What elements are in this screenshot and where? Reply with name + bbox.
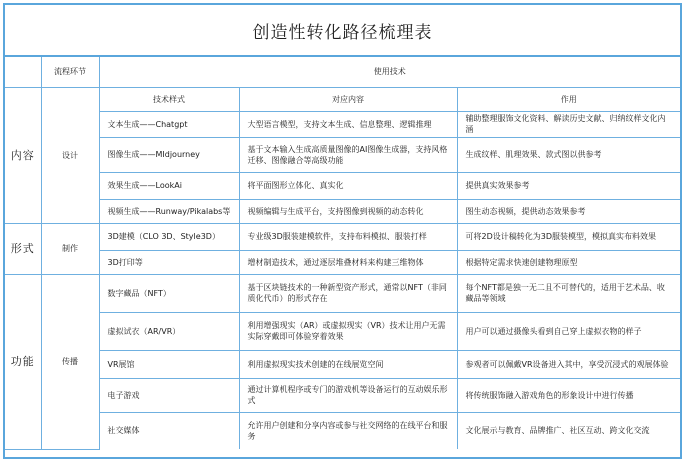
table-row bbox=[5, 172, 680, 199]
tech-cell: 数字藏品（NFT） bbox=[99, 274, 239, 312]
header-use-tech: 使用技术 bbox=[99, 57, 680, 87]
effect-cell: 图生动态视频，提供动态效果参考 bbox=[457, 199, 680, 223]
table-row bbox=[5, 350, 680, 378]
table-row bbox=[5, 412, 680, 449]
effect-cell: 生成纹样、肌理效果、款式图以供参考 bbox=[457, 137, 680, 172]
content-cell: 视频编辑与生成平台，支持图像到视频的动态转化 bbox=[239, 199, 457, 223]
table-row bbox=[5, 199, 680, 223]
tech-cell: 虚拟试衣（AR/VR） bbox=[99, 312, 239, 350]
section-stage-spread: 传播 bbox=[41, 274, 99, 449]
table-frame bbox=[3, 3, 682, 459]
content-cell: 将平面图形立体化、真实化 bbox=[239, 172, 457, 199]
table-row bbox=[5, 250, 680, 274]
content-cell: 基于文本输入生成高质量图像的AI图像生成器，支持风格迁移、图像融合等高级功能 bbox=[239, 137, 457, 172]
section-stage-make: 制作 bbox=[41, 223, 99, 274]
tech-cell: 电子游戏 bbox=[99, 378, 239, 412]
effect-cell: 每个NFT都是独一无二且不可替代的，适用于艺术品、收藏品等领域 bbox=[457, 274, 680, 312]
header-row bbox=[5, 57, 680, 87]
table-row bbox=[5, 137, 680, 172]
table-row bbox=[5, 223, 680, 250]
section-category-form: 形式 bbox=[5, 223, 41, 274]
transformation-table bbox=[5, 57, 680, 450]
tech-cell: 3D打印等 bbox=[99, 250, 239, 274]
table-row bbox=[5, 312, 680, 350]
tech-cell: 视频生成——Runway/Pikalabs等 bbox=[99, 199, 239, 223]
effect-cell: 可将2D设计稿转化为3D服装模型，模拟真实布料效果 bbox=[457, 223, 680, 250]
tech-cell: 图像生成——MIdjourney bbox=[99, 137, 239, 172]
header-tech-style: 技术样式 bbox=[99, 87, 239, 111]
section-stage-design: 设计 bbox=[41, 87, 99, 223]
content-cell: 专业级3D服装建模软件，支持布料模拟、服装打样 bbox=[239, 223, 457, 250]
effect-cell: 文化展示与教育、品牌推广、社区互动、跨文化交流 bbox=[457, 412, 680, 449]
content-cell: 基于区块链技术的一种新型资产形式，通常以NFT（非同质化代币）的形式存在 bbox=[239, 274, 457, 312]
content-cell: 增材制造技术，通过逐层堆叠材料来构建三维物体 bbox=[239, 250, 457, 274]
effect-cell: 将传统服饰融入游戏角色的形象设计中进行传播 bbox=[457, 378, 680, 412]
subheader-row bbox=[5, 87, 680, 111]
content-cell: 大型语言模型，支持文本生成、信息整理、逻辑推理 bbox=[239, 111, 457, 137]
content-cell: 利用虚拟现实技术创建的在线展览空间 bbox=[239, 350, 457, 378]
effect-cell: 参观者可以佩戴VR设备进入其中，享受沉浸式的观展体验 bbox=[457, 350, 680, 378]
section-category-function: 功能 bbox=[5, 274, 41, 449]
header-category-cell bbox=[5, 57, 41, 87]
header-effect: 作用 bbox=[457, 87, 680, 111]
page-title: 创造性转化路径梳理表 bbox=[5, 5, 680, 57]
table-row bbox=[5, 111, 680, 137]
content-cell: 允许用户创建和分享内容或参与社交网络的在线平台和服务 bbox=[239, 412, 457, 449]
tech-cell: 3D建模（CLO 3D、Style3D） bbox=[99, 223, 239, 250]
effect-cell: 提供真实效果参考 bbox=[457, 172, 680, 199]
table-row bbox=[5, 378, 680, 412]
content-cell: 通过计算机程序或专门的游戏机等设备运行的互动娱乐形式 bbox=[239, 378, 457, 412]
header-content: 对应内容 bbox=[239, 87, 457, 111]
effect-cell: 用户可以通过摄像头看到自己穿上虚拟衣物的样子 bbox=[457, 312, 680, 350]
tech-cell: 社交媒体 bbox=[99, 412, 239, 449]
header-stage: 流程环节 bbox=[41, 57, 99, 87]
content-cell: 利用增强现实（AR）或虚拟现实（VR）技术让用户无需实际穿戴即可体验穿着效果 bbox=[239, 312, 457, 350]
tech-cell: 效果生成——LookAi bbox=[99, 172, 239, 199]
table-row bbox=[5, 274, 680, 312]
effect-cell: 根据特定需求快速创建物理原型 bbox=[457, 250, 680, 274]
effect-cell: 辅助整理服饰文化资料、解读历史文献、归纳纹样文化内涵 bbox=[457, 111, 680, 137]
section-category-content: 内容 bbox=[5, 87, 41, 223]
tech-cell: VR展馆 bbox=[99, 350, 239, 378]
tech-cell: 文本生成——Chatgpt bbox=[99, 111, 239, 137]
